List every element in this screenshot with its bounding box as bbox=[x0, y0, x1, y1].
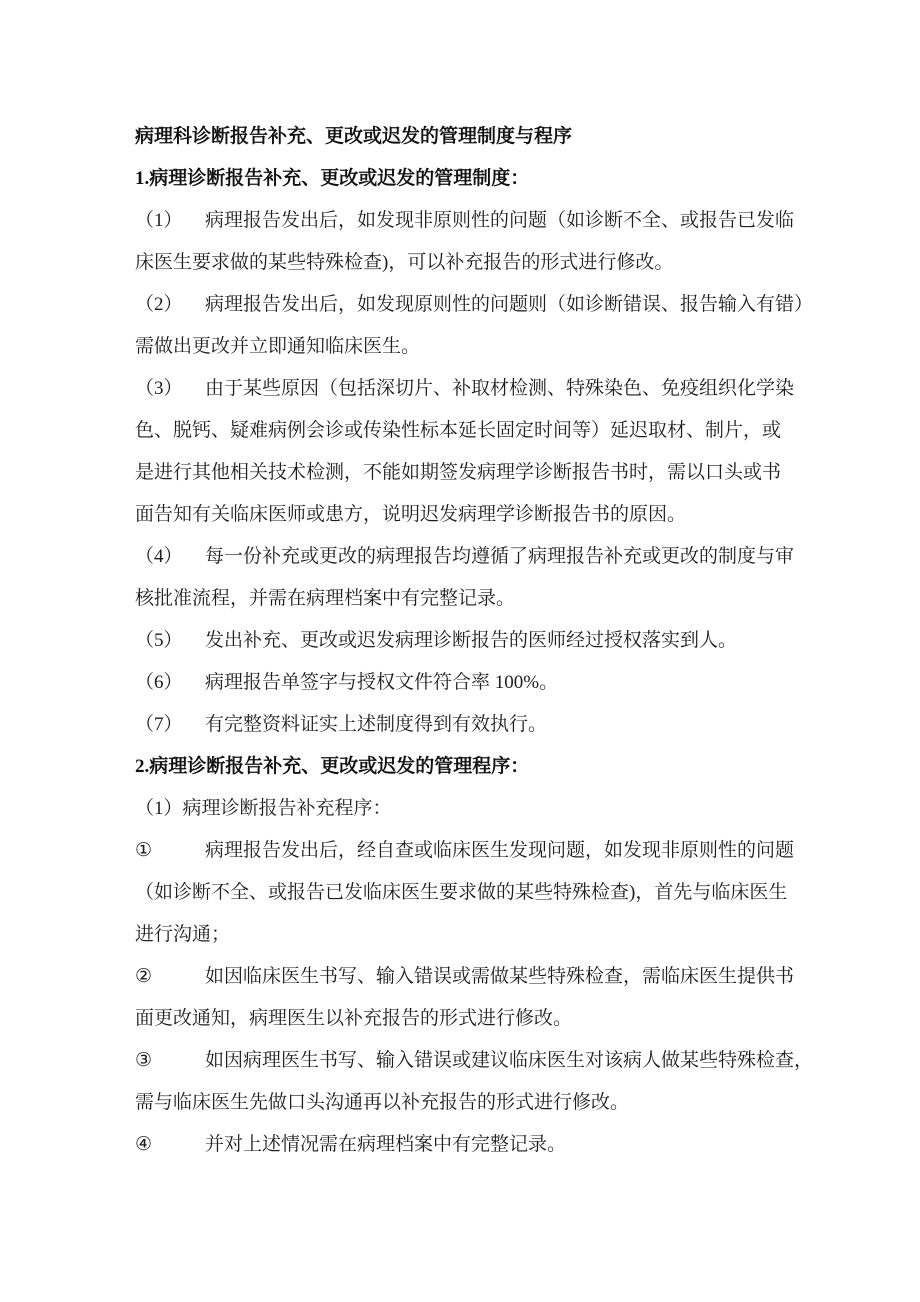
item-marker: ① bbox=[135, 840, 153, 861]
item-marker: （2） bbox=[135, 294, 183, 315]
list-item bbox=[135, 200, 795, 242]
text-line: 需做出更改并立即通知临床医生。 bbox=[135, 336, 421, 357]
text-line: 需与临床医生先做口头沟通再以补充报告的形式进行修改。 bbox=[135, 1092, 630, 1113]
item-marker: （3） bbox=[135, 378, 183, 399]
text-line: 面告知有关临床医师或患方，说明迟发病理学诊断报告书的原因。 bbox=[135, 504, 687, 525]
item-marker: （4） bbox=[135, 546, 183, 567]
item-marker: ② bbox=[135, 966, 153, 987]
item-text: 病理报告发出后，如发现原则性的问题则（如诊断错误、报告输入有错） bbox=[205, 294, 814, 315]
item-text: 并对上述情况需在病理档案中有完整记录。 bbox=[205, 1134, 567, 1155]
text-line: 核批准流程，并需在病理档案中有完整记录。 bbox=[135, 588, 516, 609]
list-item bbox=[135, 620, 795, 662]
item-text: 每一份补充或更改的病理报告均遵循了病理报告补充或更改的制度与审 bbox=[205, 546, 795, 567]
item-text: 如因临床医生书写、输入错误或需做某些特殊检查，需临床医生提供书 bbox=[205, 966, 795, 987]
text-line: 进行沟通； bbox=[135, 924, 231, 945]
text-line: （1）病理诊断报告补充程序： bbox=[135, 798, 392, 819]
list-item bbox=[135, 1040, 814, 1082]
item-marker: （1） bbox=[135, 210, 183, 231]
list-item bbox=[135, 368, 795, 410]
item-marker: （7） bbox=[135, 714, 183, 735]
item-marker: （6） bbox=[135, 672, 183, 693]
text-line: （如诊断不全、或报告已发临床医生要求做的某些特殊检查)，首先与临床医生 bbox=[135, 882, 788, 903]
item-text: 病理报告单签字与授权文件符合率 100%。 bbox=[205, 672, 559, 693]
item-text: 病理报告发出后，经自查或临床医生发现问题，如发现非原则性的问题 bbox=[205, 840, 795, 861]
section-heading: 2.病理诊断报告补充、更改或迟发的管理程序： bbox=[135, 756, 530, 777]
text-line: 床医生要求做的某些特殊检查)，可以补充报告的形式进行修改。 bbox=[135, 252, 674, 273]
item-marker: ④ bbox=[135, 1134, 153, 1155]
list-item bbox=[135, 830, 795, 872]
item-text: 有完整资料证实上述制度得到有效执行。 bbox=[205, 714, 548, 735]
list-item bbox=[135, 1124, 795, 1166]
item-text: 由于某些原因（包括深切片、补取材检测、特殊染色、免疫组织化学染 bbox=[205, 378, 795, 399]
list-item bbox=[135, 704, 795, 746]
text-line: 面更改通知，病理医生以补充报告的形式进行修改。 bbox=[135, 1008, 573, 1029]
text-line: 是进行其他相关技术检测，不能如期签发病理学诊断报告书时，需以口头或书 bbox=[135, 462, 782, 483]
text-line: 色、脱钙、疑难病例会诊或传染性标本延长固定时间等）延迟取材、制片，或 bbox=[135, 420, 782, 441]
list-item bbox=[135, 956, 795, 998]
item-text: 发出补充、更改或迟发病理诊断报告的医师经过授权落实到人。 bbox=[205, 630, 738, 651]
list-item bbox=[135, 284, 814, 326]
list-item bbox=[135, 536, 795, 578]
document-body bbox=[135, 116, 814, 1166]
item-text: 如因病理医生书写、输入错误或建议临床医生对该病人做某些特殊检查， bbox=[205, 1050, 814, 1071]
list-item bbox=[135, 662, 795, 704]
item-marker: （5） bbox=[135, 630, 183, 651]
section-heading: 1.病理诊断报告补充、更改或迟发的管理制度： bbox=[135, 168, 530, 189]
item-text: 病理报告发出后，如发现非原则性的问题（如诊断不全、或报告已发临 bbox=[205, 210, 795, 231]
item-marker: ③ bbox=[135, 1050, 153, 1071]
document-title: 病理科诊断报告补充、更改或迟发的管理制度与程序 bbox=[135, 126, 573, 147]
